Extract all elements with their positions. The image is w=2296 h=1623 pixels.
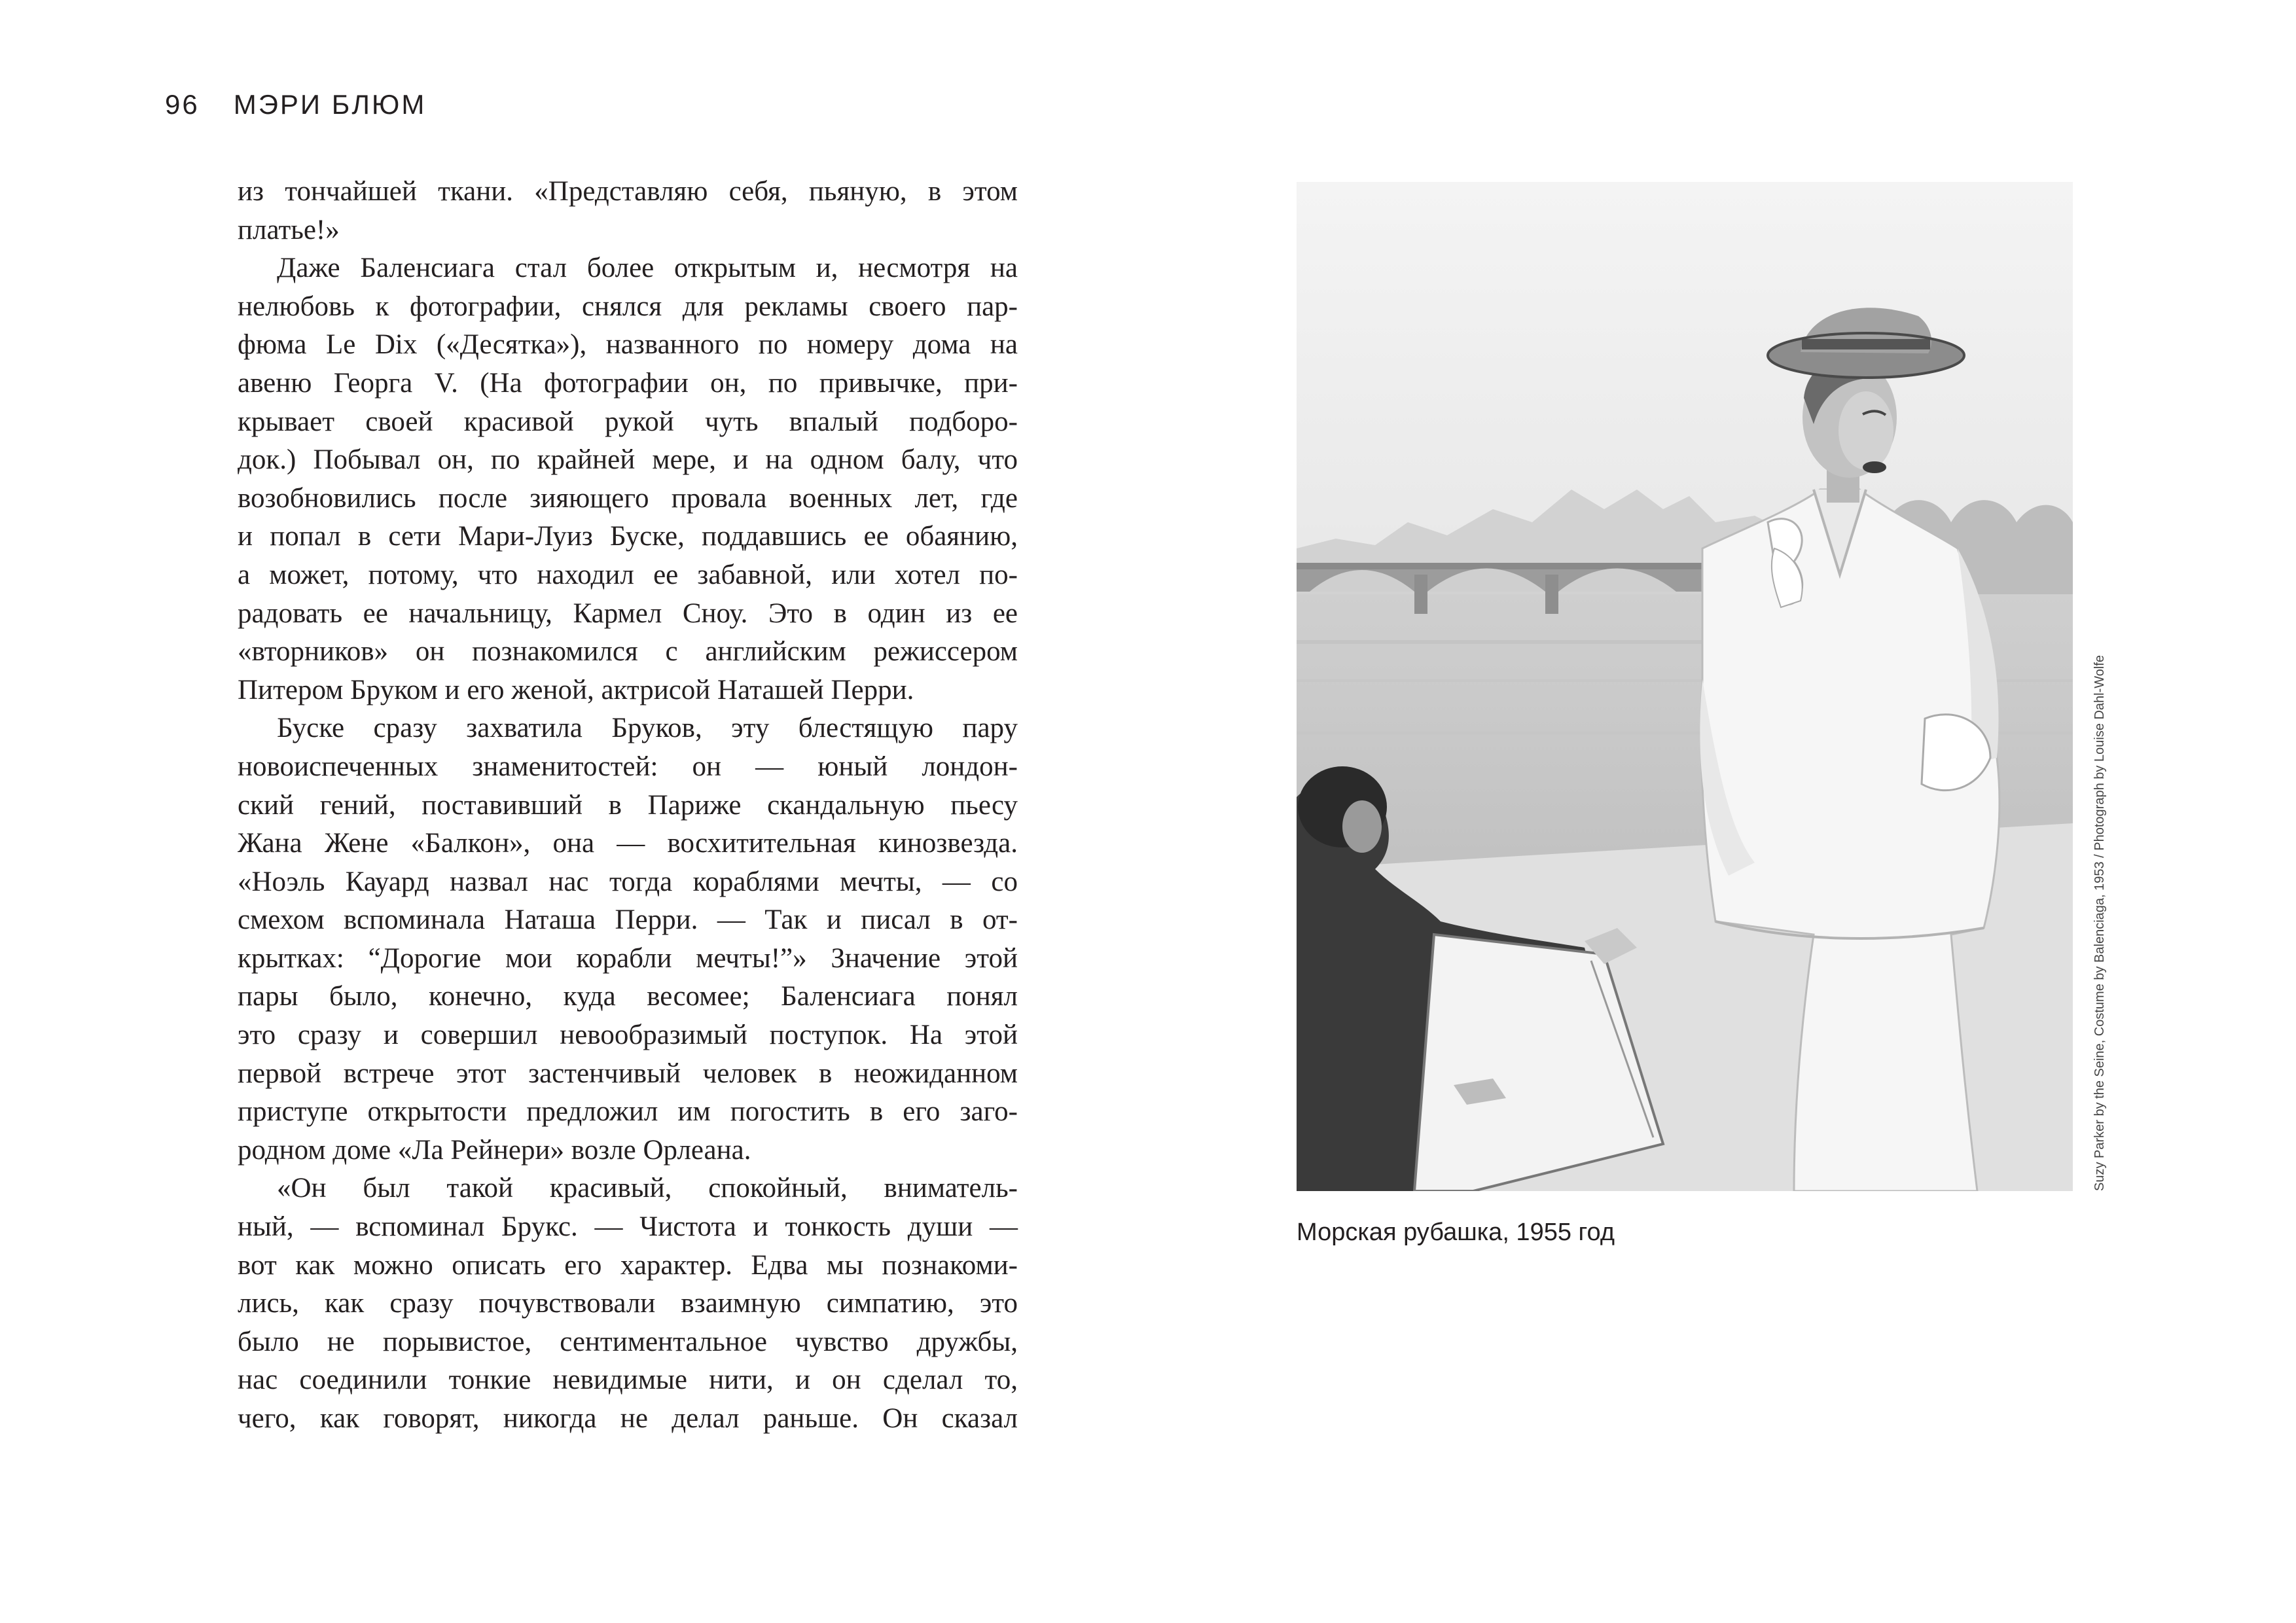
text-line: нас соединили тонкие невидимые нити, и он сделал то, [238,1364,1018,1396]
running-head [165,89,426,120]
text-line: ский гений, поставивший в Париже скандальную пьесу [238,789,1018,821]
photo-credit: Suzy Parker by the Seine, Costume by Balenciaga, 1953 / Photograph by Louise Dahl-Wolfe [2092,655,2107,1191]
text-line: первой встрече этот застенчивый человек в неожиданном [238,1058,1018,1089]
text-line: радовать ее начальницу, Кармел Сноу. Это в один из ее [238,597,1018,629]
text-line: «Ноэль Кауард назвал нас тогда кораблями мечты, — со [238,866,1018,897]
paragraph [238,249,1018,709]
figure-caption: Морская рубашка, 1955 год [1297,1219,1615,1246]
paragraph [238,173,1018,249]
photo-illustration [1297,182,2073,1191]
text-line: нелюбовь к фотографии, снялся для рекламы своего пар- [238,291,1018,322]
text-line: Буске сразу захватила Бруков, эту блестящую пару [277,713,1018,744]
text-line: авеню Георга V. (На фотографии он, по привычке, при- [238,367,1018,399]
text-line: док.) Побывал он, по крайней мере, и на одном балу, что [238,444,1018,476]
text-line: «вторников» он познакомился с английским режиссером [238,636,1018,668]
text-line: вот как можно описать его характер. Едва мы познакоми- [238,1249,1018,1281]
text-line: ный, — вспоминал Брукс. — Чистота и тонкость души — [238,1211,1018,1243]
text-line: новоиспеченных знаменитостей: он — юный лондон- [238,751,1018,782]
text-line: платье!» [238,214,340,245]
paragraph [238,1169,1018,1438]
text-line: фюма Le Dix («Десятка»), названного по номеру дома на [238,329,1018,361]
running-title: МЭРИ БЛЮМ [233,89,427,120]
text-line: лись, как сразу почувствовали взаимную симпатию, это [238,1288,1018,1319]
text-line: а может, потому, что находил ее забавной, или хотел по- [238,559,1018,590]
page-number: 96 [165,89,200,120]
text-line: возобновились после зияющего провала военных лет, где [238,482,1018,514]
text-line: это сразу и совершил невообразимый поступок. На этой [238,1020,1018,1051]
text-line: из тончайшей ткани. «Представляю себя, пьяную, в этом [238,176,1018,207]
text-line: крывает своей красивой рукой чуть впалый подборо- [238,406,1018,437]
text-line: приступе открытости предложил им погостить в его заго- [238,1096,1018,1128]
paragraph [238,709,1018,1169]
text-line: Даже Баленсиага стал более открытым и, несмотря на [277,253,1018,284]
text-line: Питером Бруком и его женой, актрисой Наташей Перри. [238,674,914,705]
text-line: крытках: “Дорогие мои корабли мечты!”» Значение этой [238,942,1018,974]
text-line: пары было, конечно, куда весомее; Баленсиага понял [238,981,1018,1012]
text-line: смехом вспоминала Наташа Перри. — Так и писал в от- [238,904,1018,936]
body-text [238,173,1018,1438]
text-line: «Он был такой красивый, спокойный, вниматель- [277,1173,1018,1204]
text-line: было не порывистое, сентиментальное чувство дружбы, [238,1326,1018,1357]
text-line: чего, как говорят, никогда не делал раньше. Он сказал [238,1403,1018,1434]
fashion-photo [1297,182,2073,1191]
text-line: Жана Жене «Балкон», она — восхитительная кинозвезда. [238,828,1018,859]
text-line: и попал в сети Мари-Луиз Буске, поддавшись ее обаянию, [238,521,1018,552]
text-line: родном доме «Ла Рейнери» возле Орлеана. [238,1134,751,1166]
